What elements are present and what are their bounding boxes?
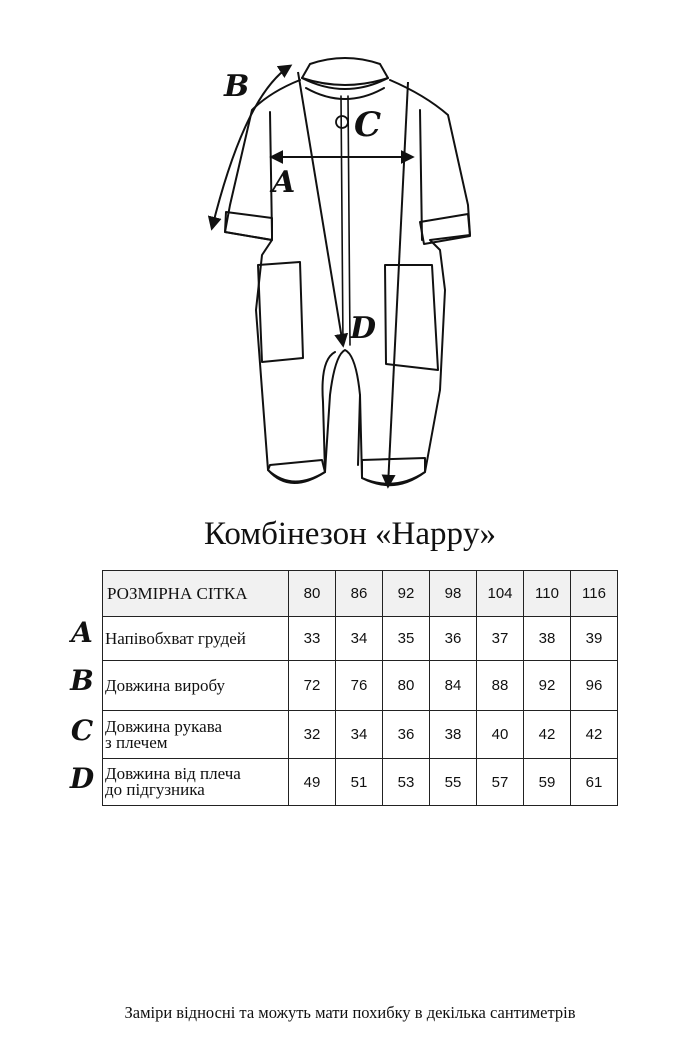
row-letter-b: B [70, 664, 94, 697]
table-cell: 42 [524, 711, 571, 759]
size-110: 110 [524, 571, 571, 617]
right-pocket [385, 265, 438, 370]
table-cell: 42 [571, 711, 618, 759]
left-pocket [258, 262, 303, 362]
table-cell: 76 [336, 661, 383, 711]
table-cell: 34 [336, 617, 383, 661]
size-92: 92 [383, 571, 430, 617]
product-title: Комбінезон «Happy» [203, 516, 497, 552]
table-cell: 88 [477, 661, 524, 711]
table-cell: 38 [430, 711, 477, 759]
table-cell: 40 [477, 711, 524, 759]
size-98: 98 [430, 571, 477, 617]
table-row [103, 617, 618, 661]
row-label: Довжина від плеча до підгузника [103, 759, 289, 806]
table-row [103, 711, 618, 759]
arrow-d [388, 82, 408, 486]
collar [302, 58, 388, 85]
table-cell: 61 [571, 759, 618, 806]
row-letter-c: C [70, 714, 94, 747]
table-cell: 32 [289, 711, 336, 759]
label-c: C [354, 105, 382, 145]
table-cell: 38 [524, 617, 571, 661]
table-cell: 57 [477, 759, 524, 806]
size-chart-header: РОЗМІРНА СІТКА [103, 571, 289, 617]
table-cell: 37 [477, 617, 524, 661]
table-cell: 36 [383, 711, 430, 759]
table-cell: 59 [524, 759, 571, 806]
table-row [103, 759, 618, 806]
table-cell: 96 [571, 661, 618, 711]
arrow-c [298, 72, 343, 345]
row-letter-d: D [69, 762, 95, 795]
label-d: D [350, 311, 377, 346]
zipper [341, 96, 350, 345]
size-104: 104 [477, 571, 524, 617]
table-cell: 72 [289, 661, 336, 711]
table-cell: 80 [383, 661, 430, 711]
label-a: A [272, 165, 296, 200]
table-cell: 55 [430, 759, 477, 806]
table-cell: 84 [430, 661, 477, 711]
row-label: Довжина рукава з плечем [103, 711, 289, 759]
size-86: 86 [336, 571, 383, 617]
table-cell: 92 [524, 661, 571, 711]
row-letter-a: A [71, 616, 93, 649]
table-cell: 39 [571, 617, 618, 661]
table-cell: 36 [430, 617, 477, 661]
table-cell: 34 [336, 711, 383, 759]
jumpsuit-illustration [185, 50, 505, 500]
row-label: Довжина виробу [103, 661, 289, 711]
size-80: 80 [289, 571, 336, 617]
measurement-disclaimer: Заміри відносні та можуть мати похибку в декілька сантиметрів [124, 1003, 576, 1022]
label-b: B [224, 69, 250, 104]
table-cell: 53 [383, 759, 430, 806]
row-label: Напівобхват грудей [103, 617, 289, 661]
size-116: 116 [571, 571, 618, 617]
table-cell: 49 [289, 759, 336, 806]
table-header-row [103, 571, 618, 617]
table-cell: 51 [336, 759, 383, 806]
table-row [103, 661, 618, 711]
size-chart-table [102, 570, 618, 806]
table-cell: 35 [383, 617, 430, 661]
table-cell: 33 [289, 617, 336, 661]
